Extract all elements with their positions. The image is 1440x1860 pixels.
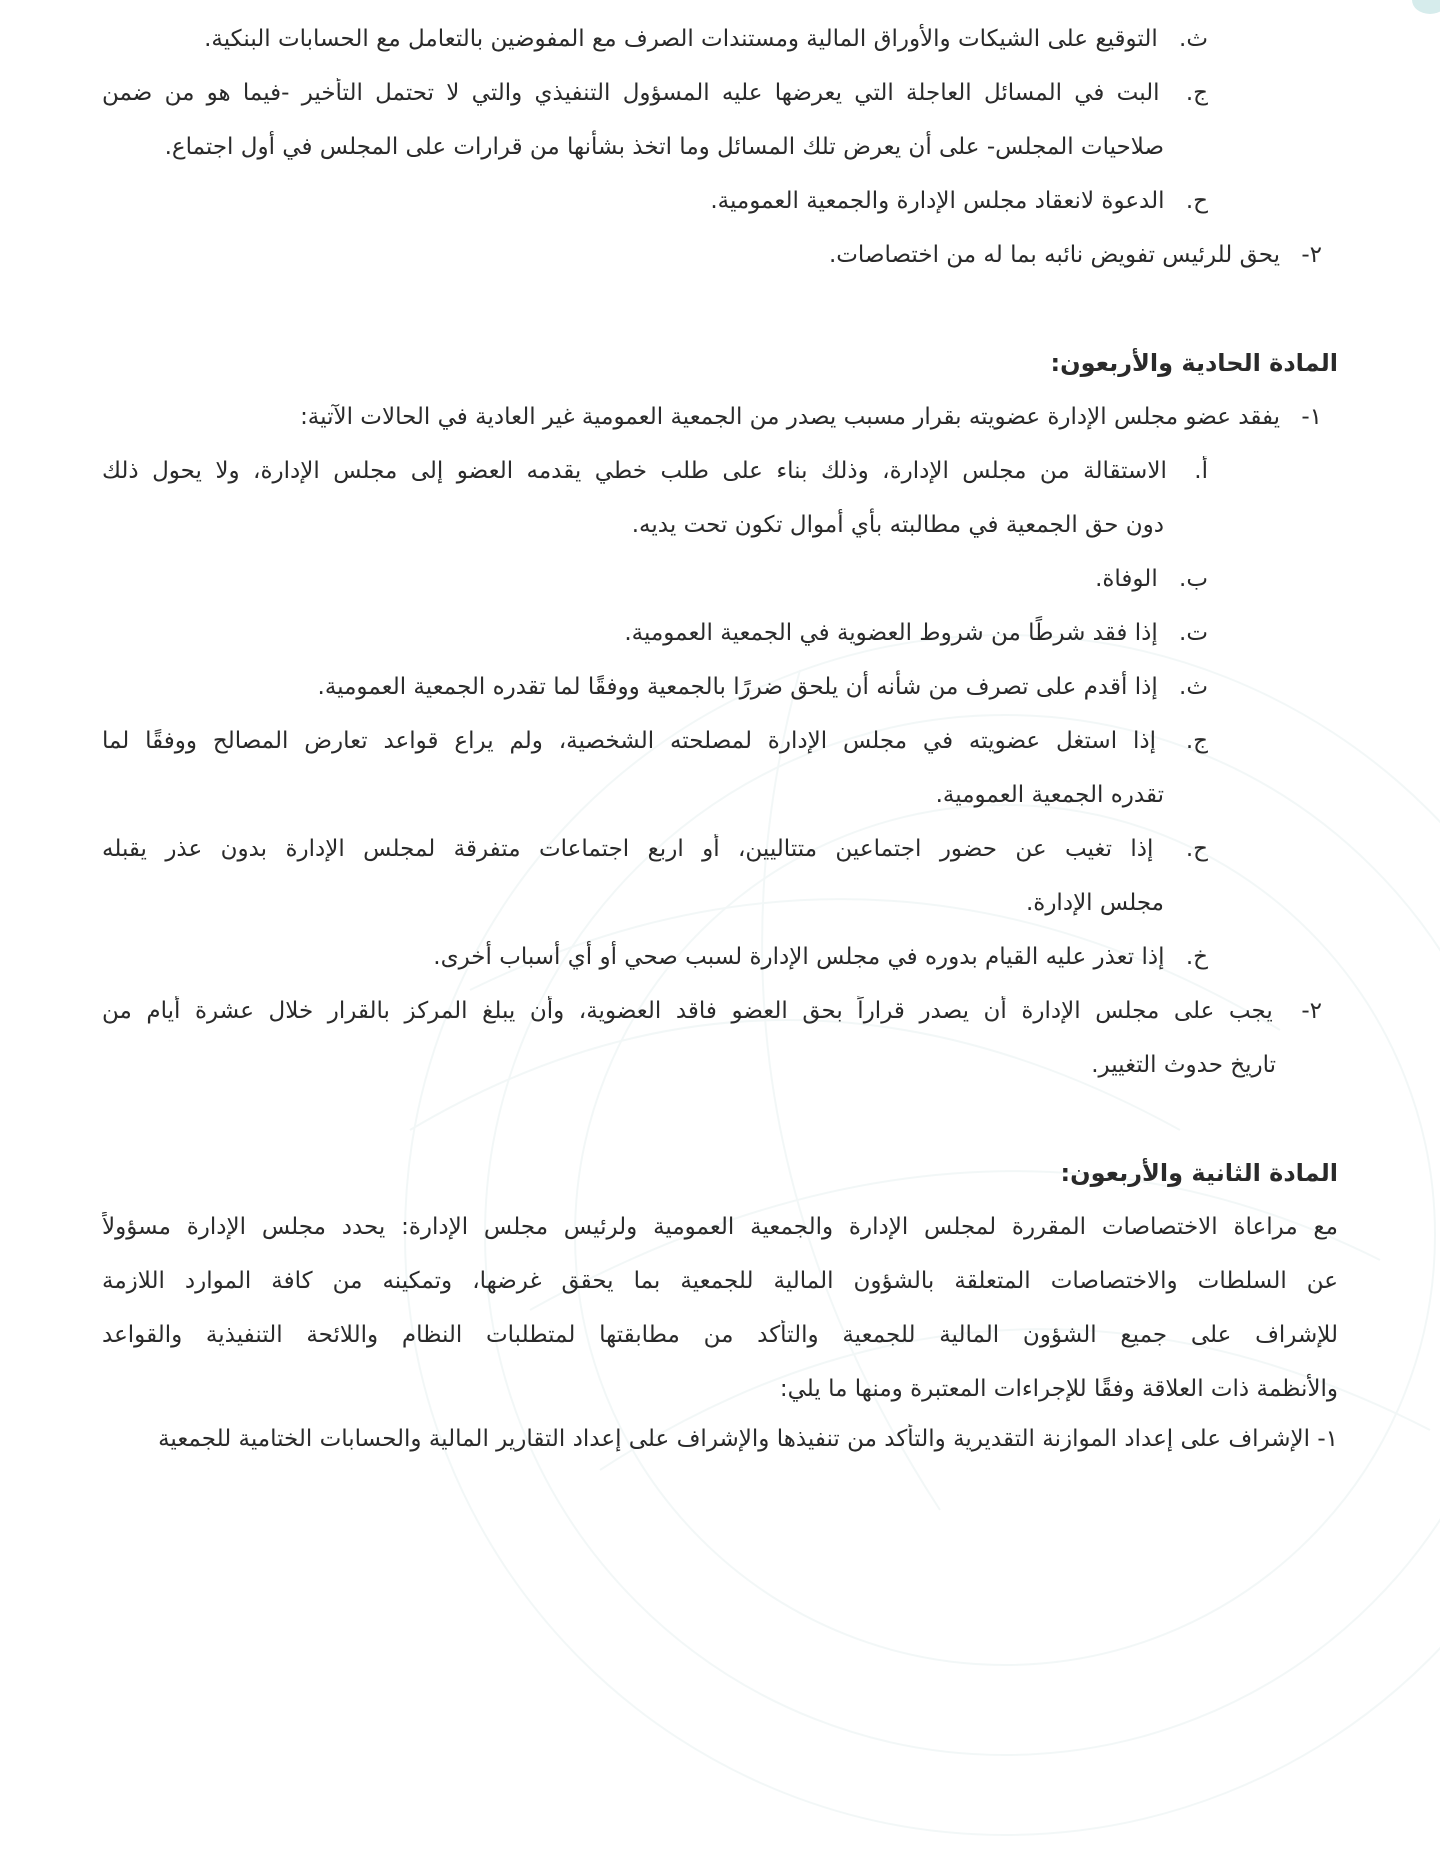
point-text: يحق للرئيس تفويض نائبه بما له من اختصاصات. xyxy=(828,242,1281,268)
list-item xyxy=(208,672,1208,704)
list-item xyxy=(102,834,1208,866)
item-text: التوقيع على الشيكات والأوراق المالية ومستندات الصرف مع المفوضين بالتعامل مع الحسابات البنكية. xyxy=(204,26,1158,52)
paragraph-line: للإشراف على جميع الشؤون المالية للجمعية والتأكد من مطابقتها لمتطلبات النظام واللائحة التنفيذية والقواعد xyxy=(102,1322,1338,1348)
item-text: إذا فقد شرطًا من شروط العضوية في الجمعية العمومية. xyxy=(624,620,1158,646)
item-marker: ث. xyxy=(1179,674,1208,700)
point-marker: ١- xyxy=(1301,404,1322,430)
item-marker: ح. xyxy=(1185,836,1208,862)
point-marker: ٢- xyxy=(1301,242,1322,268)
list-item-continuation: صلاحيات المجلس- على أن يعرض تلك المسائل وما اتخذ بشأنها من قرارات على المجلس في أول اجتماع. xyxy=(164,134,1164,160)
numbered-point-continuation: تاريخ حدوث التغيير. xyxy=(1091,1052,1276,1078)
list-item xyxy=(98,24,1208,56)
numbered-point xyxy=(102,996,1322,1028)
article-41-heading: المادة الحادية والأربعون: xyxy=(1050,349,1338,377)
paragraph-line: والأنظمة ذات العلاقة وفقًا للإجراءات المعتبرة ومنها ما يلي: xyxy=(779,1376,1338,1402)
item-text: إذا استغل عضويته في مجلس الإدارة لمصلحته الشخصية، ولم يراع قواعد تعارض المصالح ووفقًا لما xyxy=(102,728,1156,754)
item-text: الوفاة. xyxy=(1095,566,1158,592)
list-item-continuation: تقدره الجمعية العمومية. xyxy=(935,782,1164,808)
item-text: البت في المسائل العاجلة التي يعرضها عليه المسؤول التنفيذي والتي لا تحتمل التأخير -فيما هو من ضمن xyxy=(102,80,1160,106)
paragraph-line: عن السلطات والاختصاصات المتعلقة بالشؤون المالية للجمعية بما يحقق غرضها، وتمكينه من كافة الموارد اللازمة xyxy=(102,1268,1338,1294)
numbered-point xyxy=(122,402,1322,434)
item-text: إذا أقدم على تصرف من شأنه أن يلحق ضررًا بالجمعية ووفقًا لما تقدره الجمعية العمومية. xyxy=(317,674,1158,700)
item-text: الاستقالة من مجلس الإدارة، وذلك بناء على طلب خطي يقدمه العضو إلى مجلس الإدارة، ولا يحول ذلك xyxy=(102,458,1167,484)
cut-off-line: ١- الإشراف على إعداد الموازنة التقديرية والتأكد من تنفيذها والإشراف على إعداد التقارير المالية والحسابات الختامية للجمعية xyxy=(158,1426,1338,1452)
point-text: يفقد عضو مجلس الإدارة عضويته بقرار مسبب يصدر من الجمعية العمومية غير العادية في الحالات الآتية: xyxy=(300,404,1281,430)
item-marker: ث. xyxy=(1179,26,1208,52)
item-text: الدعوة لانعقاد مجلس الإدارة والجمعية العمومية. xyxy=(710,188,1165,214)
corner-decoration xyxy=(1412,0,1440,14)
item-text: إذا تعذر عليه القيام بدوره في مجلس الإدارة لسبب صحي أو أي أسباب أخرى. xyxy=(433,944,1165,970)
list-item xyxy=(102,456,1208,488)
item-text: إذا تغيب عن حضور اجتماعين متتاليين، أو اربع اجتماعات متفرقة لمجلس الإدارة بدون عذر يقبله xyxy=(102,836,1154,862)
item-marker: خ. xyxy=(1185,944,1208,970)
item-marker: ب. xyxy=(1179,566,1208,592)
list-item-continuation: دون حق الجمعية في مطالبته بأي أموال تكون تحت يديه. xyxy=(631,512,1164,538)
paragraph-line: مع مراعاة الاختصاصات المقررة لمجلس الإدارة والجمعية العمومية ولرئيس مجلس الإدارة: يحدد مجلس الإدارة مسؤولاً xyxy=(102,1214,1338,1240)
point-marker: ٢- xyxy=(1301,998,1322,1024)
numbered-point xyxy=(522,240,1322,272)
item-marker: ت. xyxy=(1179,620,1208,646)
list-item-continuation: مجلس الإدارة. xyxy=(1025,890,1164,916)
list-item xyxy=(308,618,1208,650)
list-item xyxy=(808,564,1208,596)
item-marker: أ. xyxy=(1194,458,1208,484)
article-42-heading: المادة الثانية والأربعون: xyxy=(1060,1159,1338,1187)
point-text: يجب على مجلس الإدارة أن يصدر قراراً بحق العضو فاقد العضوية، وأن يبلغ المركز بالقرار خلال عشرة أيام من xyxy=(102,998,1273,1024)
list-item xyxy=(102,726,1208,758)
item-marker: ج. xyxy=(1185,728,1208,754)
item-marker: ح. xyxy=(1185,188,1208,214)
list-item xyxy=(102,78,1208,110)
item-marker: ج. xyxy=(1185,80,1208,106)
list-item xyxy=(408,186,1208,218)
list-item xyxy=(208,942,1208,974)
